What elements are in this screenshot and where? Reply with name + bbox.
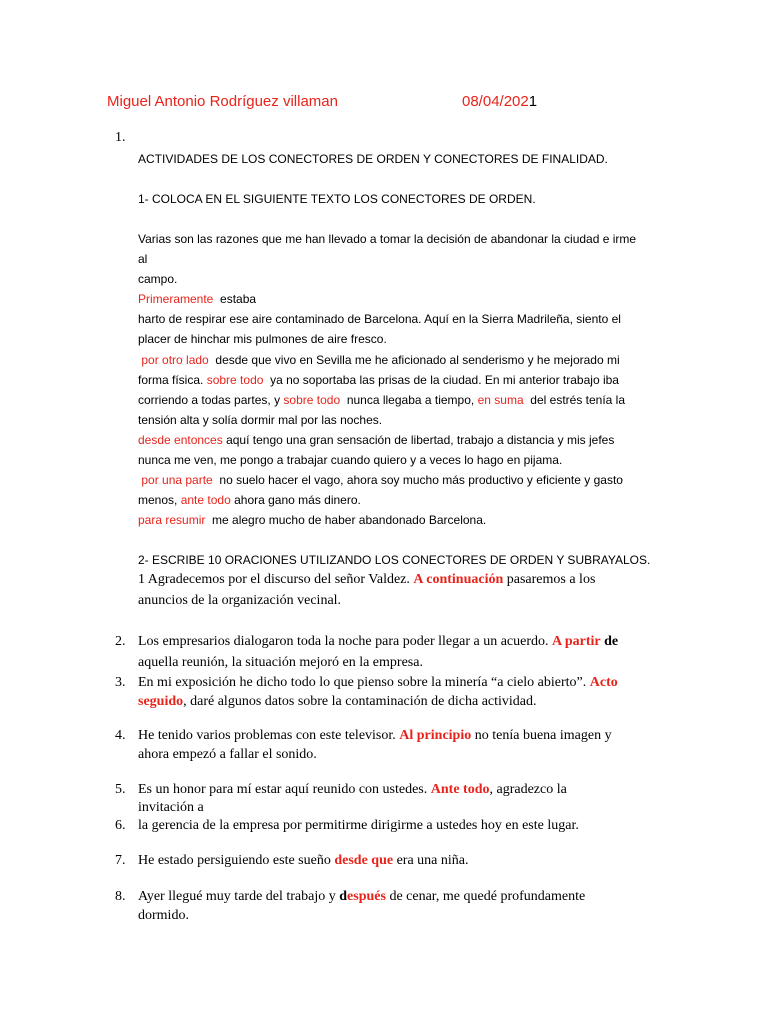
- paragraph-line: harto de respirar ese aire contaminado de Barcelona. Aquí en la Sierra Madrileña, siento el: [138, 312, 621, 326]
- sentence-line: invitación a: [138, 800, 204, 815]
- connector-word: en suma: [477, 393, 524, 407]
- paragraph-line: Primeramente estaba: [138, 292, 257, 306]
- sentence-line: Los empresarios dialogaron toda la noche para poder llegar a un acuerdo. A partir de: [138, 634, 619, 649]
- paragraph-line: menos, ante todo ahora gano más dinero.: [138, 493, 361, 507]
- connector-word: espués: [347, 889, 386, 904]
- sentence-line: dormido.: [138, 908, 189, 923]
- sentence-line: la gerencia de la empresa por permitirme dirigirme a ustedes hoy en este lugar.: [138, 818, 579, 833]
- paragraph-line: desde entonces aquí tengo una gran sensación de libertad, trabajo a distancia y mis jefes: [138, 433, 615, 447]
- connector-word: desde entonces: [138, 433, 223, 447]
- connector-word: Al principio: [399, 728, 472, 743]
- paragraph-line: para resumir me alegro mucho de haber abandonado Barcelona.: [138, 513, 487, 527]
- connector-word: ante todo: [180, 493, 231, 507]
- list-number: 6.: [115, 818, 126, 833]
- list-number: 7.: [115, 853, 126, 868]
- connector-word: seguido: [138, 694, 184, 709]
- connector-word: desde que: [334, 853, 394, 868]
- list-number: 4.: [115, 728, 126, 743]
- connector-word: sobre todo: [283, 393, 341, 407]
- paragraph-line: tensión alta y solía dormir mal por las noches.: [138, 413, 383, 427]
- sentence-line: He estado persiguiendo este sueño desde que era una niña.: [138, 853, 469, 868]
- connector-word: Primeramente: [138, 292, 214, 306]
- paragraph-line: placer de hinchar mis pulmones de aire fresco.: [138, 332, 387, 346]
- section-1-heading: 1- COLOCA EN EL SIGUIENTE TEXTO LOS CONECTORES DE ORDEN.: [138, 192, 536, 206]
- list-number: 3.: [115, 675, 126, 690]
- paragraph-line: nunca me ven, me pongo a trabajar cuando quiero y a veces lo hago en pijama.: [138, 453, 563, 467]
- sentence-line: Ayer llegué muy tarde del trabajo y después de cenar, me quedé profundamente: [138, 889, 586, 904]
- connector-word: Acto: [589, 675, 618, 690]
- sentence-line: anuncios de la organización vecinal.: [138, 593, 342, 608]
- connector-word: sobre todo: [206, 373, 264, 387]
- list-number: 8.: [115, 889, 126, 904]
- sentence-line: ahora empezó a fallar el sonido.: [138, 747, 317, 762]
- sentence-line: 1 Agradecemos por el discurso del señor Valdez. A continuación pasaremos a los: [138, 572, 596, 587]
- sentence-line: He tenido varios problemas con este televisor. Al principio no tenía buena imagen y: [138, 728, 612, 743]
- paragraph-line: forma física. sobre todo ya no soportaba las prisas de la ciudad. En mi anterior trabajo iba: [138, 373, 619, 387]
- sentence-line: seguido, daré algunos datos sobre la contaminación de dicha actividad.: [138, 694, 537, 709]
- document-date: 08/04/2021: [462, 93, 538, 110]
- connector-word: A partir: [552, 634, 601, 649]
- list-number: 5.: [115, 782, 126, 797]
- paragraph-line: Varias son las razones que me han llevado a tomar la decisión de abandonar la ciudad e irme: [138, 232, 637, 246]
- list-number: 2.: [115, 634, 126, 649]
- paragraph-line: por una parte no suelo hacer el vago, ahora soy mucho más productivo y eficiente y gasto: [141, 473, 623, 487]
- connector-word: A continuación: [413, 572, 504, 587]
- activity-title: ACTIVIDADES DE LOS CONECTORES DE ORDEN Y CONECTORES DE FINALIDAD.: [138, 152, 608, 166]
- section-2-heading: 2- ESCRIBE 10 ORACIONES UTILIZANDO LOS CONECTORES DE ORDEN Y SUBRAYALOS.: [138, 553, 651, 567]
- connector-word: Ante todo: [430, 782, 490, 797]
- paragraph-line: al: [138, 252, 148, 266]
- sentence-line: Es un honor para mí estar aquí reunido con ustedes. Ante todo, agradezco la: [138, 782, 567, 797]
- connector-word: por una parte: [141, 473, 213, 487]
- connector-word: para resumir: [138, 513, 206, 527]
- connector-word: por otro lado: [141, 353, 209, 367]
- paragraph-line: corriendo a todas partes, y sobre todo nunca llegaba a tiempo, en suma del estrés tenía la: [138, 393, 626, 407]
- paragraph-line: por otro lado desde que vivo en Sevilla me he aficionado al senderismo y he mejorado mi: [141, 353, 620, 367]
- paragraph-line: campo.: [138, 272, 178, 286]
- author-name: Miguel Antonio Rodríguez villaman: [107, 93, 338, 110]
- sentence-line: En mi exposición he dicho todo lo que pienso sobre la minería “a cielo abierto”. Acto: [138, 675, 618, 690]
- list-number: 1.: [115, 130, 126, 145]
- sentence-line: aquella reunión, la situación mejoró en la empresa.: [138, 655, 423, 670]
